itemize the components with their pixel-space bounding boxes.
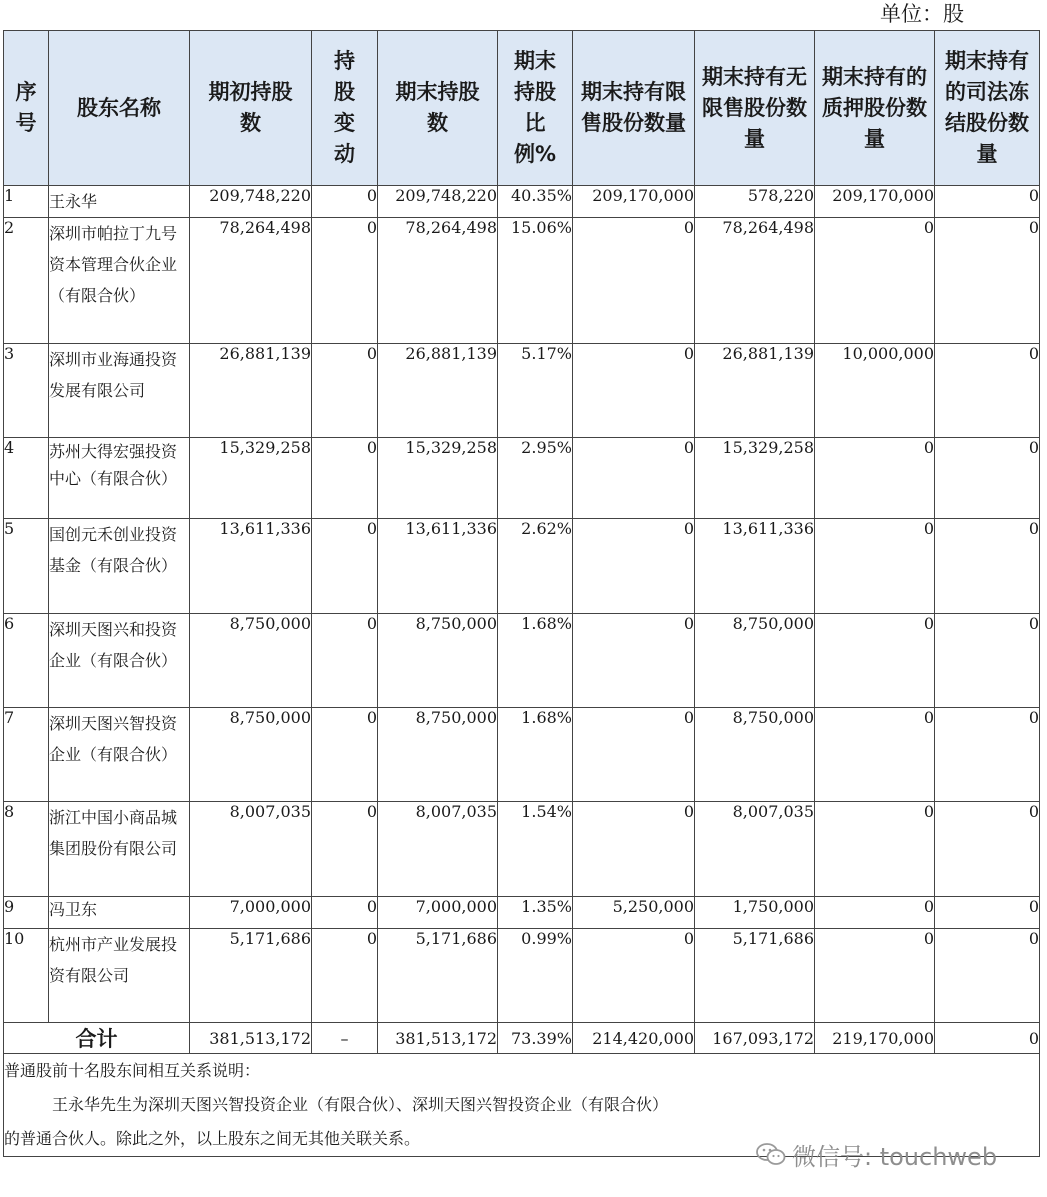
row-frozen: 0 xyxy=(935,186,1040,218)
row-index: 5 xyxy=(4,519,49,614)
row-change: 0 xyxy=(312,344,378,438)
row-ratio: 1.35% xyxy=(498,897,573,929)
header-name: 股东名称 xyxy=(49,31,190,186)
total-pledged: 219,170,000 xyxy=(815,1023,935,1054)
table-row xyxy=(4,802,1040,897)
row-pledged: 0 xyxy=(815,438,935,519)
row-opening: 8,750,000 xyxy=(190,614,312,708)
row-restricted: 0 xyxy=(573,929,695,1023)
total-ratio: 73.39% xyxy=(498,1023,573,1054)
watermark-text: 微信号: touchweb xyxy=(792,1143,998,1171)
total-row xyxy=(4,1023,1040,1054)
row-index: 7 xyxy=(4,708,49,802)
header-frozen: 期末持有的司法冻结股份数量 xyxy=(935,31,1040,186)
row-ratio: 2.95% xyxy=(498,438,573,519)
row-name: 深圳市帕拉丁九号资本管理合伙企业（有限合伙） xyxy=(49,218,190,344)
row-unrestricted: 1,750,000 xyxy=(695,897,815,929)
table-row xyxy=(4,438,1040,519)
row-frozen: 0 xyxy=(935,614,1040,708)
row-closing: 78,264,498 xyxy=(378,218,498,344)
row-pledged: 10,000,000 xyxy=(815,344,935,438)
unit-label: 单位：股 xyxy=(880,2,964,26)
row-change: 0 xyxy=(312,519,378,614)
row-change: 0 xyxy=(312,614,378,708)
shareholder-table xyxy=(3,30,1040,1157)
table-row xyxy=(4,519,1040,614)
row-change: 0 xyxy=(312,802,378,897)
row-index: 4 xyxy=(4,438,49,519)
row-ratio: 40.35% xyxy=(498,186,573,218)
row-unrestricted: 78,264,498 xyxy=(695,218,815,344)
header-pledged: 期末持有的质押股份数量 xyxy=(815,31,935,186)
note-title: 普通股前十名股东间相互关系说明： xyxy=(4,1061,261,1080)
row-change: 0 xyxy=(312,897,378,929)
table-row xyxy=(4,218,1040,344)
row-opening: 15,329,258 xyxy=(190,438,312,519)
table-row xyxy=(4,186,1040,218)
row-ratio: 1.54% xyxy=(498,802,573,897)
row-restricted: 0 xyxy=(573,802,695,897)
row-closing: 26,881,139 xyxy=(378,344,498,438)
total-restricted: 214,420,000 xyxy=(573,1023,695,1054)
total-frozen: 0 xyxy=(935,1023,1040,1054)
row-unrestricted: 578,220 xyxy=(695,186,815,218)
row-ratio: 1.68% xyxy=(498,614,573,708)
table-row xyxy=(4,708,1040,802)
row-closing: 15,329,258 xyxy=(378,438,498,519)
header-row xyxy=(4,31,1040,186)
total-closing: 381,513,172 xyxy=(378,1023,498,1054)
row-pledged: 0 xyxy=(815,708,935,802)
row-restricted: 0 xyxy=(573,344,695,438)
row-opening: 8,750,000 xyxy=(190,708,312,802)
row-index: 8 xyxy=(4,802,49,897)
table-row xyxy=(4,929,1040,1023)
header-index: 序号 xyxy=(4,31,49,186)
row-closing: 5,171,686 xyxy=(378,929,498,1023)
row-ratio: 1.68% xyxy=(498,708,573,802)
row-frozen: 0 xyxy=(935,344,1040,438)
row-name: 苏州大得宏强投资中心（有限合伙） xyxy=(49,438,190,519)
row-name: 深圳天图兴和投资企业（有限合伙） xyxy=(49,614,190,708)
row-frozen: 0 xyxy=(935,218,1040,344)
row-unrestricted: 5,171,686 xyxy=(695,929,815,1023)
row-opening: 13,611,336 xyxy=(190,519,312,614)
row-closing: 8,750,000 xyxy=(378,614,498,708)
row-frozen: 0 xyxy=(935,929,1040,1023)
table-row xyxy=(4,614,1040,708)
row-pledged: 209,170,000 xyxy=(815,186,935,218)
row-name: 冯卫东 xyxy=(49,897,190,929)
row-opening: 209,748,220 xyxy=(190,186,312,218)
header-change: 持股变动 xyxy=(312,31,378,186)
row-ratio: 5.17% xyxy=(498,344,573,438)
row-opening: 78,264,498 xyxy=(190,218,312,344)
row-restricted: 5,250,000 xyxy=(573,897,695,929)
row-index: 9 xyxy=(4,897,49,929)
row-restricted: 0 xyxy=(573,614,695,708)
row-name: 深圳市业海通投资发展有限公司 xyxy=(49,344,190,438)
row-index: 3 xyxy=(4,344,49,438)
header-unrestricted: 期末持有无限售股份数量 xyxy=(695,31,815,186)
row-restricted: 209,170,000 xyxy=(573,186,695,218)
row-restricted: 0 xyxy=(573,708,695,802)
row-closing: 13,611,336 xyxy=(378,519,498,614)
header-ratio: 期末持股比例% xyxy=(498,31,573,186)
row-name: 深圳天图兴智投资企业（有限合伙） xyxy=(49,708,190,802)
row-closing: 7,000,000 xyxy=(378,897,498,929)
row-frozen: 0 xyxy=(935,897,1040,929)
wechat-icon xyxy=(756,1142,786,1168)
row-change: 0 xyxy=(312,929,378,1023)
row-unrestricted: 8,007,035 xyxy=(695,802,815,897)
row-restricted: 0 xyxy=(573,438,695,519)
row-frozen: 0 xyxy=(935,708,1040,802)
row-name: 王永华 xyxy=(49,186,190,218)
watermark xyxy=(756,1137,997,1172)
row-closing: 8,007,035 xyxy=(378,802,498,897)
row-opening: 26,881,139 xyxy=(190,344,312,438)
table-row xyxy=(4,897,1040,929)
row-opening: 8,007,035 xyxy=(190,802,312,897)
row-change: 0 xyxy=(312,218,378,344)
row-name: 浙江中国小商品城集团股份有限公司 xyxy=(49,802,190,897)
row-restricted: 0 xyxy=(573,218,695,344)
row-frozen: 0 xyxy=(935,802,1040,897)
row-name: 国创元禾创业投资基金（有限合伙） xyxy=(49,519,190,614)
row-index: 1 xyxy=(4,186,49,218)
row-closing: 209,748,220 xyxy=(378,186,498,218)
total-change: – xyxy=(312,1023,378,1054)
row-ratio: 0.99% xyxy=(498,929,573,1023)
total-label: 合计 xyxy=(4,1023,190,1054)
row-opening: 7,000,000 xyxy=(190,897,312,929)
row-frozen: 0 xyxy=(935,519,1040,614)
table-row xyxy=(4,344,1040,438)
total-unrestricted: 167,093,172 xyxy=(695,1023,815,1054)
row-closing: 8,750,000 xyxy=(378,708,498,802)
row-unrestricted: 8,750,000 xyxy=(695,708,815,802)
row-pledged: 0 xyxy=(815,897,935,929)
row-pledged: 0 xyxy=(815,614,935,708)
row-name: 杭州市产业发展投资有限公司 xyxy=(49,929,190,1023)
row-unrestricted: 8,750,000 xyxy=(695,614,815,708)
row-change: 0 xyxy=(312,708,378,802)
header-closing-shares: 期末持股数 xyxy=(378,31,498,186)
row-opening: 5,171,686 xyxy=(190,929,312,1023)
total-opening: 381,513,172 xyxy=(190,1023,312,1054)
row-unrestricted: 13,611,336 xyxy=(695,519,815,614)
row-change: 0 xyxy=(312,186,378,218)
header-opening-shares: 期初持股数 xyxy=(190,31,312,186)
note-body-line2: 的普通合伙人。除此之外，以上股东之间无其他关联关系。 xyxy=(4,1129,421,1148)
row-pledged: 0 xyxy=(815,218,935,344)
row-pledged: 0 xyxy=(815,929,935,1023)
row-index: 10 xyxy=(4,929,49,1023)
row-unrestricted: 26,881,139 xyxy=(695,344,815,438)
row-unrestricted: 15,329,258 xyxy=(695,438,815,519)
row-frozen: 0 xyxy=(935,438,1040,519)
row-pledged: 0 xyxy=(815,802,935,897)
row-restricted: 0 xyxy=(573,519,695,614)
row-ratio: 15.06% xyxy=(498,218,573,344)
row-change: 0 xyxy=(312,438,378,519)
header-restricted: 期末持有限售股份数量 xyxy=(573,31,695,186)
note-body-line1: 王永华先生为深圳天图兴智投资企业（有限合伙）、深圳天图兴智投资企业（有限合伙） xyxy=(52,1095,669,1114)
row-ratio: 2.62% xyxy=(498,519,573,614)
row-pledged: 0 xyxy=(815,519,935,614)
row-index: 6 xyxy=(4,614,49,708)
row-index: 2 xyxy=(4,218,49,344)
